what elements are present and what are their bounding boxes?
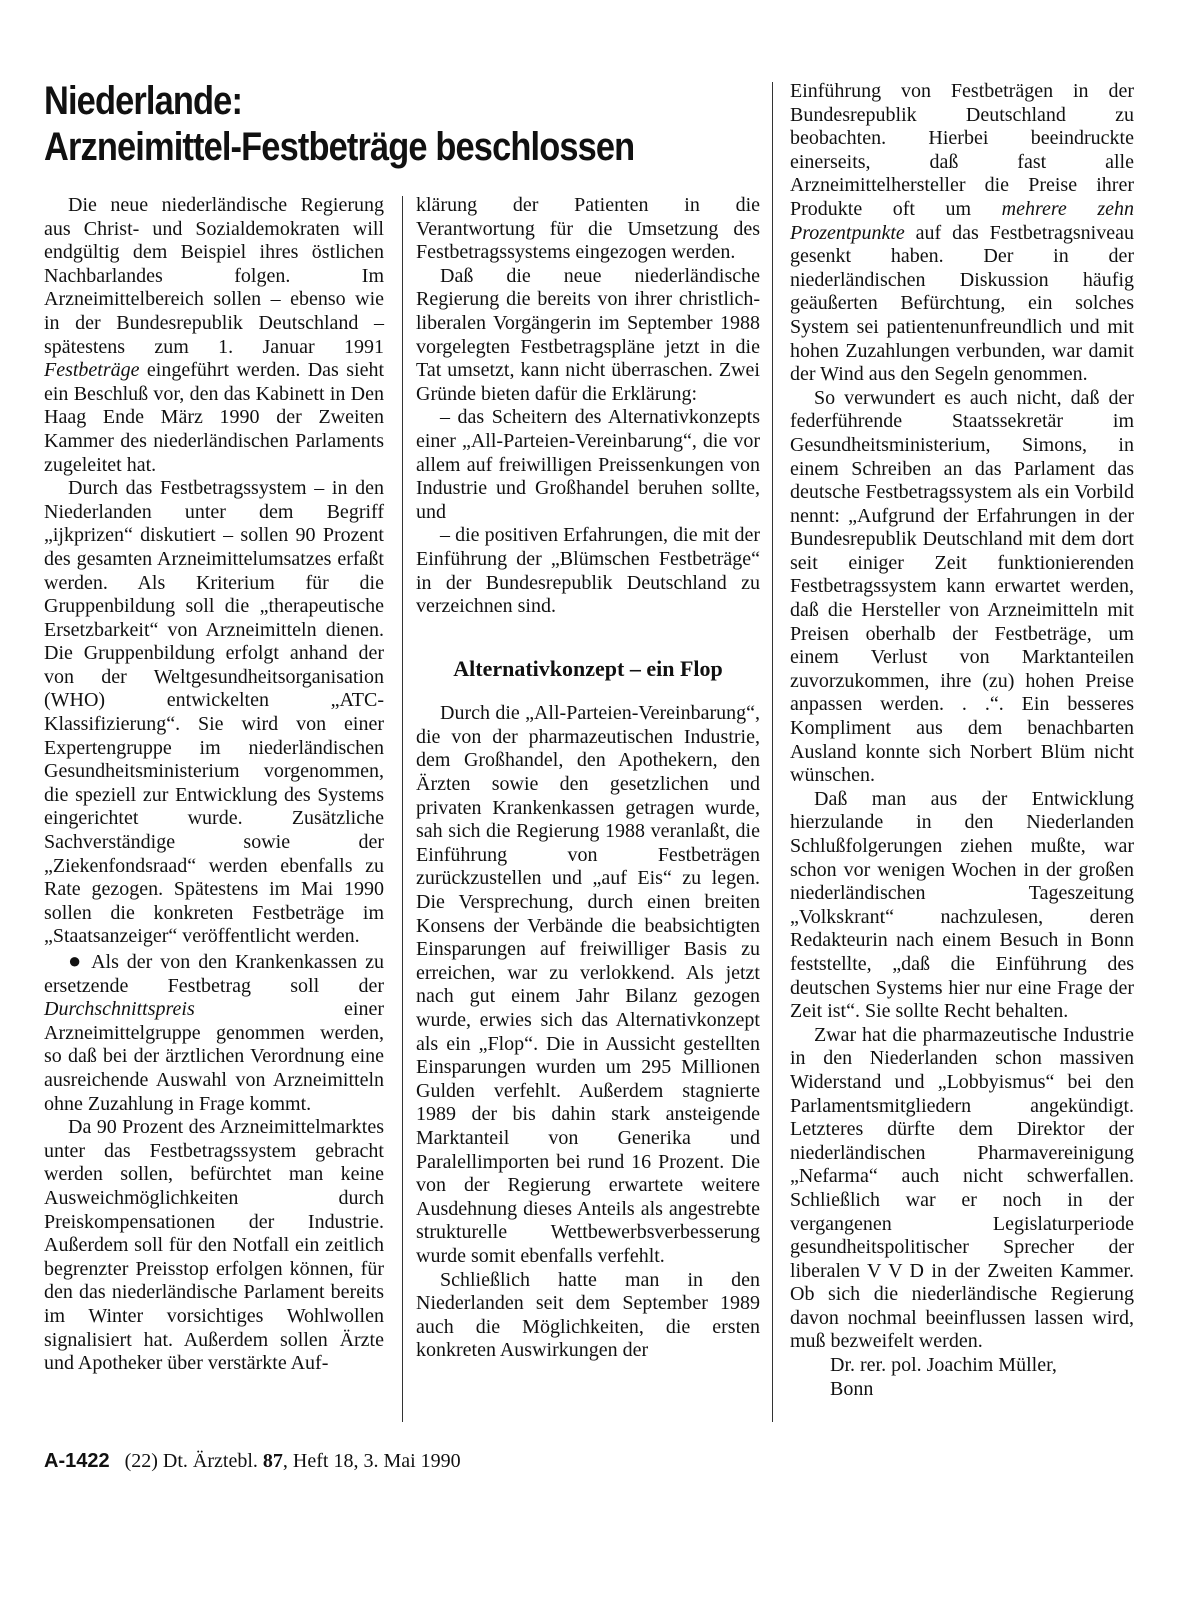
author-name: Dr. rer. pol. Joachim Müller, xyxy=(830,1354,1057,1377)
column-3 xyxy=(790,80,1134,1401)
emphasis: mehrere zehn Prozentpunkte xyxy=(790,197,1134,244)
text-run: einer Arzneimittelgruppe genommen werden, so daß bei der ärztlichen Verordnung eine ausreichende Auswahl von Arzneimitteln ohne Zuzahlung in Frage kommt. xyxy=(44,998,384,1115)
column-rule-1 xyxy=(402,196,403,1422)
text-run: eingeführt werden. Das sieht ein Beschluß vor, den das Kabinett in Den Haag Ende März 1990 der Zweiten Kammer des niederländischen Parlaments zugeleitet hat. xyxy=(44,359,384,476)
paragraph: Daß die neue niederländische Regierung die bereits von ihrer christlich-liberalen Vorgängerin im September 1988 vorgelegten Festbetragspläne jetzt in die Tat umsetzt, kann nicht überraschen. Zwei Gründe bieten dafür die Erklärung: xyxy=(416,264,760,405)
section-subheading: Alternativkonzept – ein Flop xyxy=(453,655,723,681)
paragraph: – das Scheitern des Alternativkonzepts einer „All-Parteien-Vereinbarung“, die vor allem auf freiwilligen Preissenkungen von Industrie und Großhandel beruhen sollte, und xyxy=(416,406,760,523)
emphasis: Durchschnittspreis xyxy=(44,998,195,1021)
page-number: A-1422 xyxy=(44,1450,110,1472)
paragraph xyxy=(44,949,384,1116)
emphasis: Festbeträge xyxy=(44,359,140,382)
paragraph: Schließlich hatte man in den Niederlanden seit dem September 1989 auch die Möglichkeiten, die ersten konkreten Auswirkungen der xyxy=(416,1268,760,1362)
bullet-icon: ● xyxy=(68,948,85,973)
paragraph xyxy=(44,194,384,477)
headline-line-1: Niederlande: xyxy=(44,79,243,123)
paragraph: Zwar hat die pharmazeutische Industrie in den Niederlanden schon massiven Widerstand und „Lobbyismus“ bei den Parlamentsmitgliedern angekündigt. Letzteres dürfte dem Direktor der niederländischen Pharmavereinigung „Nefarma“ auch nicht schwerfallen. Schließlich war er noch in der vergangenen Legislaturperiode gesundheitspolitischer Sprecher der liberalen V V D in der Zweiten Kammer. Ob sich die niederländische Regierung davon nochmal beeinflussen lassen wird, muß bezweifelt werden. xyxy=(790,1023,1134,1353)
paragraph: So verwundert es auch nicht, daß der federführende Staatssekretär im Gesundheitsministerium, Simons, in einem Schreiben an das Parlament das deutsche Festbetragssystem als ein Vorbild nennt: „Aufgrund der Erfahrungen in der Bundesrepublik Deutschland mit dem dort seit einiger Zeit funktionierenden Festbetragssystem kann erwartet werden, daß die Hersteller von Arzneimitteln mit Preisen oberhalb der Festbeträge, um einem Verlust von Marktanteilen zuvorzukommen, ihre (zu) hohen Preise anpassen werden. . .“. Ein besseres Kompliment aus dem benachbarten Ausland konnte sich Norbert Blüm nicht wünschen. xyxy=(790,386,1134,787)
paragraph: – die positiven Erfahrungen, die mit der Einführung der „Blümschen Festbeträge“ in der Bundesrepublik Deutschland zu verzeichnen sind. xyxy=(416,524,760,618)
paragraph: Durch das Festbetragssystem – in den Niederlanden unter dem Begriff „ijkprizen“ diskutiert – sollen 90 Prozent des gesamten Arzneimittelumsatzes erfaßt werden. Als Kriterium für die Gruppenbildung soll die „therapeutische Ersetzbarkeit“ von Arzneimitteln dienen. Die Gruppenbildung erfolgt anhand der von der Weltgesundheitsorganisation (WHO) entwickelten „ATC-Klassifizierung“. Sie wird von einer Expertengruppe im niederländischen Gesundheitsministerium vorgenommen, die speziell zur Entwicklung des Systems eingerichtet wurde. Zusätzliche Sachverständige sowie der „Ziekenfondsraad“ werden ebenfalls zu Rate gezogen. Spätestens im Mai 1990 sollen die konkreten Festbeträge im „Staatsanzeiger“ veröffentlicht werden. xyxy=(44,477,384,948)
article-headline xyxy=(44,78,663,170)
paragraph: Daß man aus der Entwicklung hierzulande in den Niederlanden Schlußfolgerungen ziehen mußte, war schon vor wenigen Wochen in der großen niederländischen Tageszeitung „Volkskrant“ nachzulesen, deren Redakteurin nach einem Besuch in Bonn feststellte, „daß die Einführung des deutschen Systems hier nur eine Frage der Zeit ist“. Sie sollte Recht behalten. xyxy=(790,787,1134,1023)
volume-number: 87 xyxy=(262,1450,283,1472)
text-run: Die neue niederländische Regierung aus Christ- und Sozialdemokraten will endgültig dem Beispiel ihres östlichen Nachbarlandes folgen. Im Arzneimittelbereich sollen – ebenso wie in der Bundesrepublik Deutschland – spätestens zum 1. Januar 1991 xyxy=(44,194,384,358)
author-city: Bonn xyxy=(830,1377,874,1400)
paragraph xyxy=(790,80,1134,387)
text-run: auf das Festbetragsniveau gesenkt haben. Der in der niederländischen Diskussion häufig geäußerten Befürchtung, ein solches System sei patientenunfreundlich und mit hohen Zuzahlungen verbunden, war damit der Wind aus den Segeln genommen. xyxy=(790,221,1134,386)
page-footer xyxy=(44,1450,461,1473)
issue-label: (22) Dt. Ärztebl. xyxy=(124,1450,258,1472)
paragraph: klärung der Patienten in die Verantwortung für die Umsetzung des Festbetragssystems eingezogen werden. xyxy=(416,194,760,264)
text-run: Einführung von Festbeträgen in der Bundesrepublik Deutschland zu beobachten. Hierbei beeindruckte einerseits, daß fast alle Arzneimittelhersteller die Preise ihrer Produkte oft um xyxy=(790,80,1134,220)
text-run: Als der von den Krankenkassen zu ersetzende Festbetrag soll der xyxy=(44,951,384,997)
column-rule-2 xyxy=(772,82,773,1422)
column-2 xyxy=(416,194,760,1363)
column-1 xyxy=(44,194,384,1376)
issue-details: , Heft 18, 3. Mai 1990 xyxy=(282,1450,461,1472)
paragraph: Durch die „All-Parteien-Vereinbarung“, die von der pharmazeutischen Industrie, dem Großhandel, den Apothekern, den Ärzten sowie den gesetzlichen und privaten Krankenkassen getragen wurde, sah sich die Regierung 1988 veranlaßt, die Einführung von Festbeträgen zurückzustellen und „auf Eis“ zu legen. Die Versprechung, durch einen breiten Konsens der Verbände die beabsichtigten Einsparungen auf freiwilliger Basis zu erreichen, war zu verlokkend. Als jetzt nach gut einem Jahr Bilanz gezogen wurde, erwies sich das Alternativkonzept als ein „Flop“. Die in Aussicht gestellten Einsparungen wurden um 295 Millionen Gulden verfehlt. Außerdem stagnierte 1989 der bis dahin stark ansteigende Marktanteil von Generika und Paralellimporten bei rund 16 Prozent. Die von der Regierung erwartete weitere Ausdehnung dieses Anteils als angestrebte strukturelle Wettbewerbsverbesserung wurde somit ebenfalls verfehlt. xyxy=(416,702,760,1267)
paragraph: Da 90 Prozent des Arzneimittelmarktes unter das Festbetragssystem gebracht werden sollen, befürchtet man keine Ausweichmöglichkeiten durch Preiskompensationen der Industrie. Außerdem soll für den Notfall ein zeitlich begrenzter Preisstop erfolgen können, für den das niederländische Parlament bereits im Winter vorsichtiges Wohlwollen signalisiert hat. Außerdem sollen Ärzte und Apotheker über verstärkte Auf- xyxy=(44,1116,384,1375)
headline-line-2: Arzneimittel-Festbeträge beschlossen xyxy=(44,125,635,169)
